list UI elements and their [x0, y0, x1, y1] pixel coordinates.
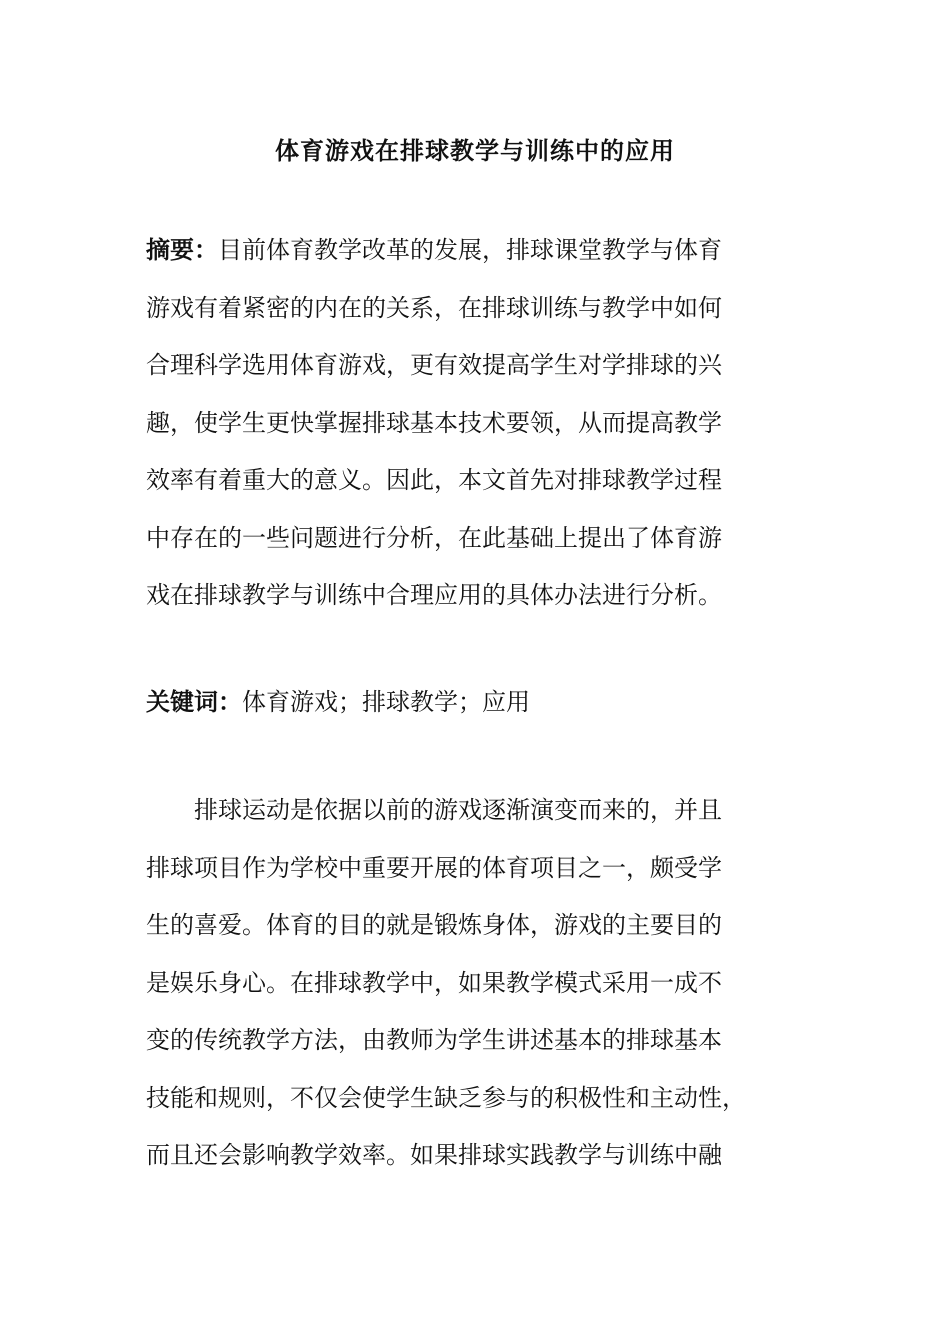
body-line: 是娱乐身心。在排球教学中，如果教学模式采用一成不 [146, 968, 722, 997]
body-line: 生的喜爱。体育的目的就是锻炼身体，游戏的主要目的 [146, 911, 722, 939]
abstract-line: 戏在排球教学与训练中合理应用的具体办法进行分析。 [146, 581, 722, 609]
abstract-line: 游戏有着紧密的内在的关系，在排球训练与教学中如何 [146, 293, 722, 322]
keywords-section [146, 674, 786, 732]
abstract-line: 趣，使学生更快掌握排球基本技术要领，从而提高教学 [146, 408, 722, 437]
body-line: 而且还会影响教学效率。如果排球实践教学与训练中融 [146, 1141, 722, 1169]
body-line: 变的传统教学方法，由教师为学生讲述基本的排球基本 [146, 1026, 722, 1054]
abstract-line [146, 222, 786, 280]
abstract-line: 合理科学选用体育游戏，更有效提高学生对学排球的兴 [146, 351, 722, 379]
keywords-text: 体育游戏；排球教学；应用 [242, 688, 530, 716]
body-paragraph [146, 782, 786, 1185]
abstract-text: 目前体育教学改革的发展，排球课堂教学与体育 [218, 236, 722, 264]
keywords-label: 关键词： [146, 688, 242, 716]
abstract-line: 效率有着重大的意义。因此，本文首先对排球教学过程 [146, 466, 722, 494]
body-line: 排球运动是依据以前的游戏逐渐演变而来的，并且 [194, 796, 722, 824]
abstract-section [146, 222, 786, 625]
body-line: 排球项目作为学校中重要开展的体育项目之一，颇受学 [146, 853, 722, 882]
body-line: 技能和规则，不仅会使学生缺乏参与的积极性和主动性， [146, 1083, 746, 1112]
document-title: 体育游戏在排球教学与训练中的应用 [275, 137, 675, 165]
abstract-label: 摘要： [146, 236, 218, 264]
keywords-line [146, 674, 786, 732]
abstract-line: 中存在的一些问题进行分析，在此基础上提出了体育游 [146, 523, 722, 552]
